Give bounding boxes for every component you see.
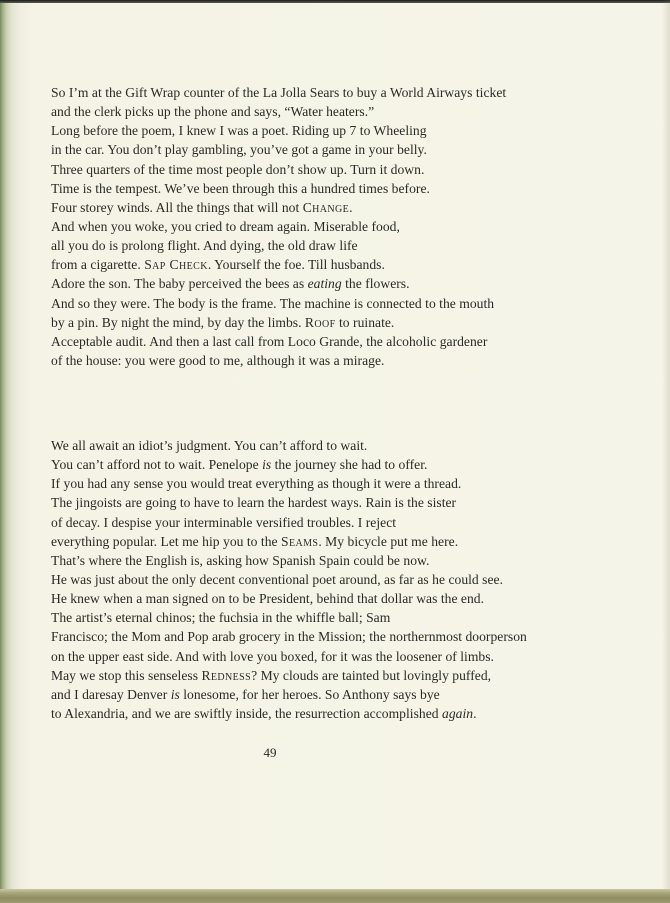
poem-line: Three quarters of the time most people don’t show up. Turn it down. [51, 161, 425, 177]
poem-line: So I’m at the Gift Wrap counter of the La Jolla Sears to buy a World Airways ticket [51, 85, 507, 100]
poem-line: Four storey winds. All the things that will not Change. [51, 199, 353, 215]
poem-line: by a pin. By night the mind, by day the limbs. Roof to ruinate. [51, 314, 395, 330]
bottom-edge [0, 889, 670, 903]
poem-line: all you do is prolong flight. And dying, the old draw life [51, 238, 358, 254]
poem-line: in the car. You don’t play gambling, you’ve got a game in your belly. [51, 142, 427, 158]
poem-line: Francisco; the Mom and Pop arab grocery in the Mission; the northernmost doorperson [51, 629, 527, 645]
poem-line: and I daresay Denver is lonesome, for her heroes. So Anthony says bye [51, 686, 440, 702]
poem-line: The jingoists are going to have to learn the hardest ways. Rain is the sister [51, 495, 457, 511]
poem-line: on the upper east side. And with love you boxed, for it was the loosener of limbs. [51, 648, 494, 664]
poem-line: The artist’s eternal chinos; the fuchsia in the whiffle ball; Sam [51, 610, 391, 626]
poem-line: of decay. I despise your interminable versified troubles. I reject [51, 514, 397, 530]
poem-line: and the clerk picks up the phone and says, “Water heaters.” [51, 104, 375, 120]
poem-line: to Alexandria, and we are swiftly inside, the resurrection accomplished again. [51, 705, 477, 721]
poem-line: Time is the tempest. We’ve been through this a hundred times before. [51, 180, 430, 196]
poem-line: He was just about the only decent conventional poet around, as far as he could see. [51, 571, 503, 587]
page-edge-shadow [662, 0, 670, 889]
poem-line: everything popular. Let me hip you to the Seams. My bicycle put me here. [51, 533, 459, 549]
poem-line: May we stop this senseless Redness? My clouds are tainted but lovingly puffed, [51, 667, 492, 683]
poem-line: That’s where the English is, asking how Spanish Spain could be now. [51, 552, 430, 568]
top-edge [0, 0, 670, 3]
poem-line: And so they were. The body is the frame. The machine is connected to the mouth [51, 295, 495, 311]
poem-line: Acceptable audit. And then a last call from Loco Grande, the alcoholic gardener [51, 333, 488, 349]
stanza-2 [51, 436, 527, 723]
poem-line: You can’t afford not to wait. Penelope is the journey she had to offer. [51, 457, 428, 473]
poem-line: of the house: you were good to me, although it was a mirage. [51, 352, 385, 368]
poem-line: If you had any sense you would treat everything as though it were a thread. [51, 476, 462, 492]
poem-line: from a cigarette. Sap Check. Yourself the foe. Till husbands. [51, 257, 385, 273]
poem-line: We all await an idiot’s judgment. You can’t afford to wait. [51, 438, 368, 453]
poem-line: And when you woke, you cried to dream again. Miserable food, [51, 218, 400, 234]
poem-line: Adore the son. The baby perceived the bees as eating the flowers. [51, 276, 410, 292]
page-number: 49 [263, 745, 277, 760]
poem-line: Long before the poem, I knew I was a poet. Riding up 7 to Wheeling [51, 123, 427, 139]
stanza-1 [51, 83, 506, 370]
poem-line: He knew when a man signed on to be President, behind that dollar was the end. [51, 591, 485, 607]
